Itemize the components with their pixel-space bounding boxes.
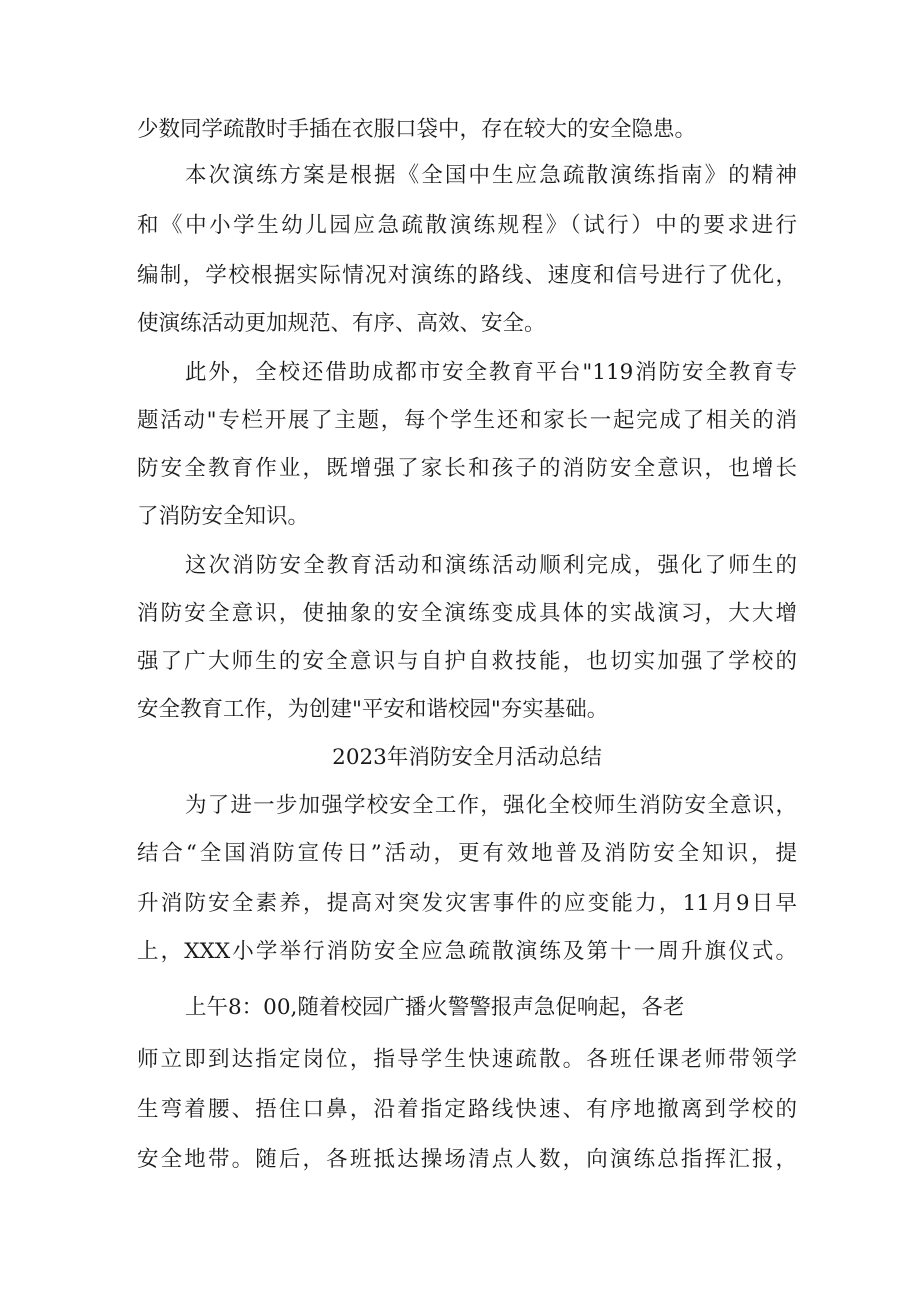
- paragraph-line: 为了进一步加强学校安全工作，强化全校师生消防安全意识，: [185, 793, 797, 818]
- paragraph-line: 这次消防安全教育活动和演练活动顺利完成，强化了师生的: [185, 553, 797, 578]
- paragraph-line: 本次演练方案是根据《全国中生应急疏散演练指南》的精神: [185, 163, 797, 188]
- paragraph-line: 升消防安全素养，提高对突发灾害事件的应变能力，11月9日早: [137, 891, 797, 916]
- paragraph-line: 上午8：00,随着校园广播火警警报声急促响起，各老: [185, 995, 685, 1020]
- paragraph-line: 师立即到达指定岗位，指导学生快速疏散。各班任课老师带领学: [137, 1047, 797, 1072]
- paragraph-line: 消防安全意识，使抽象的安全演练变成具体的实战演习，大大增: [137, 601, 797, 626]
- section-title: 2023年消防安全月活动总结: [332, 745, 602, 770]
- paragraph-line: 防安全教育作业，既增强了家长和孩子的消防安全意识，也增长: [137, 456, 797, 481]
- paragraph-line: 和《中小学生幼儿园应急疏散演练规程》（试行）中的要求进行: [137, 213, 797, 238]
- paragraph-line: 使演练活动更加规范、有序、高效、安全。: [137, 311, 546, 336]
- paragraph-line: 生弯着腰、捂住口鼻，沿着指定路线快速、有序地撤离到学校的: [137, 1097, 797, 1122]
- paragraph-line: 少数同学疏散时手插在衣服口袋中，存在较大的安全隐患。: [137, 117, 697, 142]
- paragraph-line: 安全地带。随后，各班抵达操场清点人数，向演练总指挥汇报，: [137, 1147, 797, 1172]
- paragraph-line: 安全教育工作，为创建"平安和谐校园"夯实基础。: [137, 697, 609, 722]
- paragraph-line: 结合“全国消防宣传日”活动，更有效地普及消防安全知识，提: [137, 841, 797, 866]
- paragraph-line: 强了广大师生的安全意识与自护自救技能，也切实加强了学校的: [137, 649, 797, 674]
- paragraph-line: 题活动"专栏开展了主题，每个学生还和家长一起完成了相关的消: [137, 408, 797, 433]
- paragraph-line: 此外，全校还借助成都市安全教育平台"119消防安全教育专: [185, 360, 797, 385]
- paragraph-line: 了消防安全知识。: [137, 504, 310, 529]
- paragraph-line: 上，XXX小学举行消防安全应急疏散演练及第十一周升旗仪式。: [137, 939, 797, 964]
- paragraph-line: 编制，学校根据实际情况对演练的路线、速度和信号进行了优化，: [137, 263, 797, 288]
